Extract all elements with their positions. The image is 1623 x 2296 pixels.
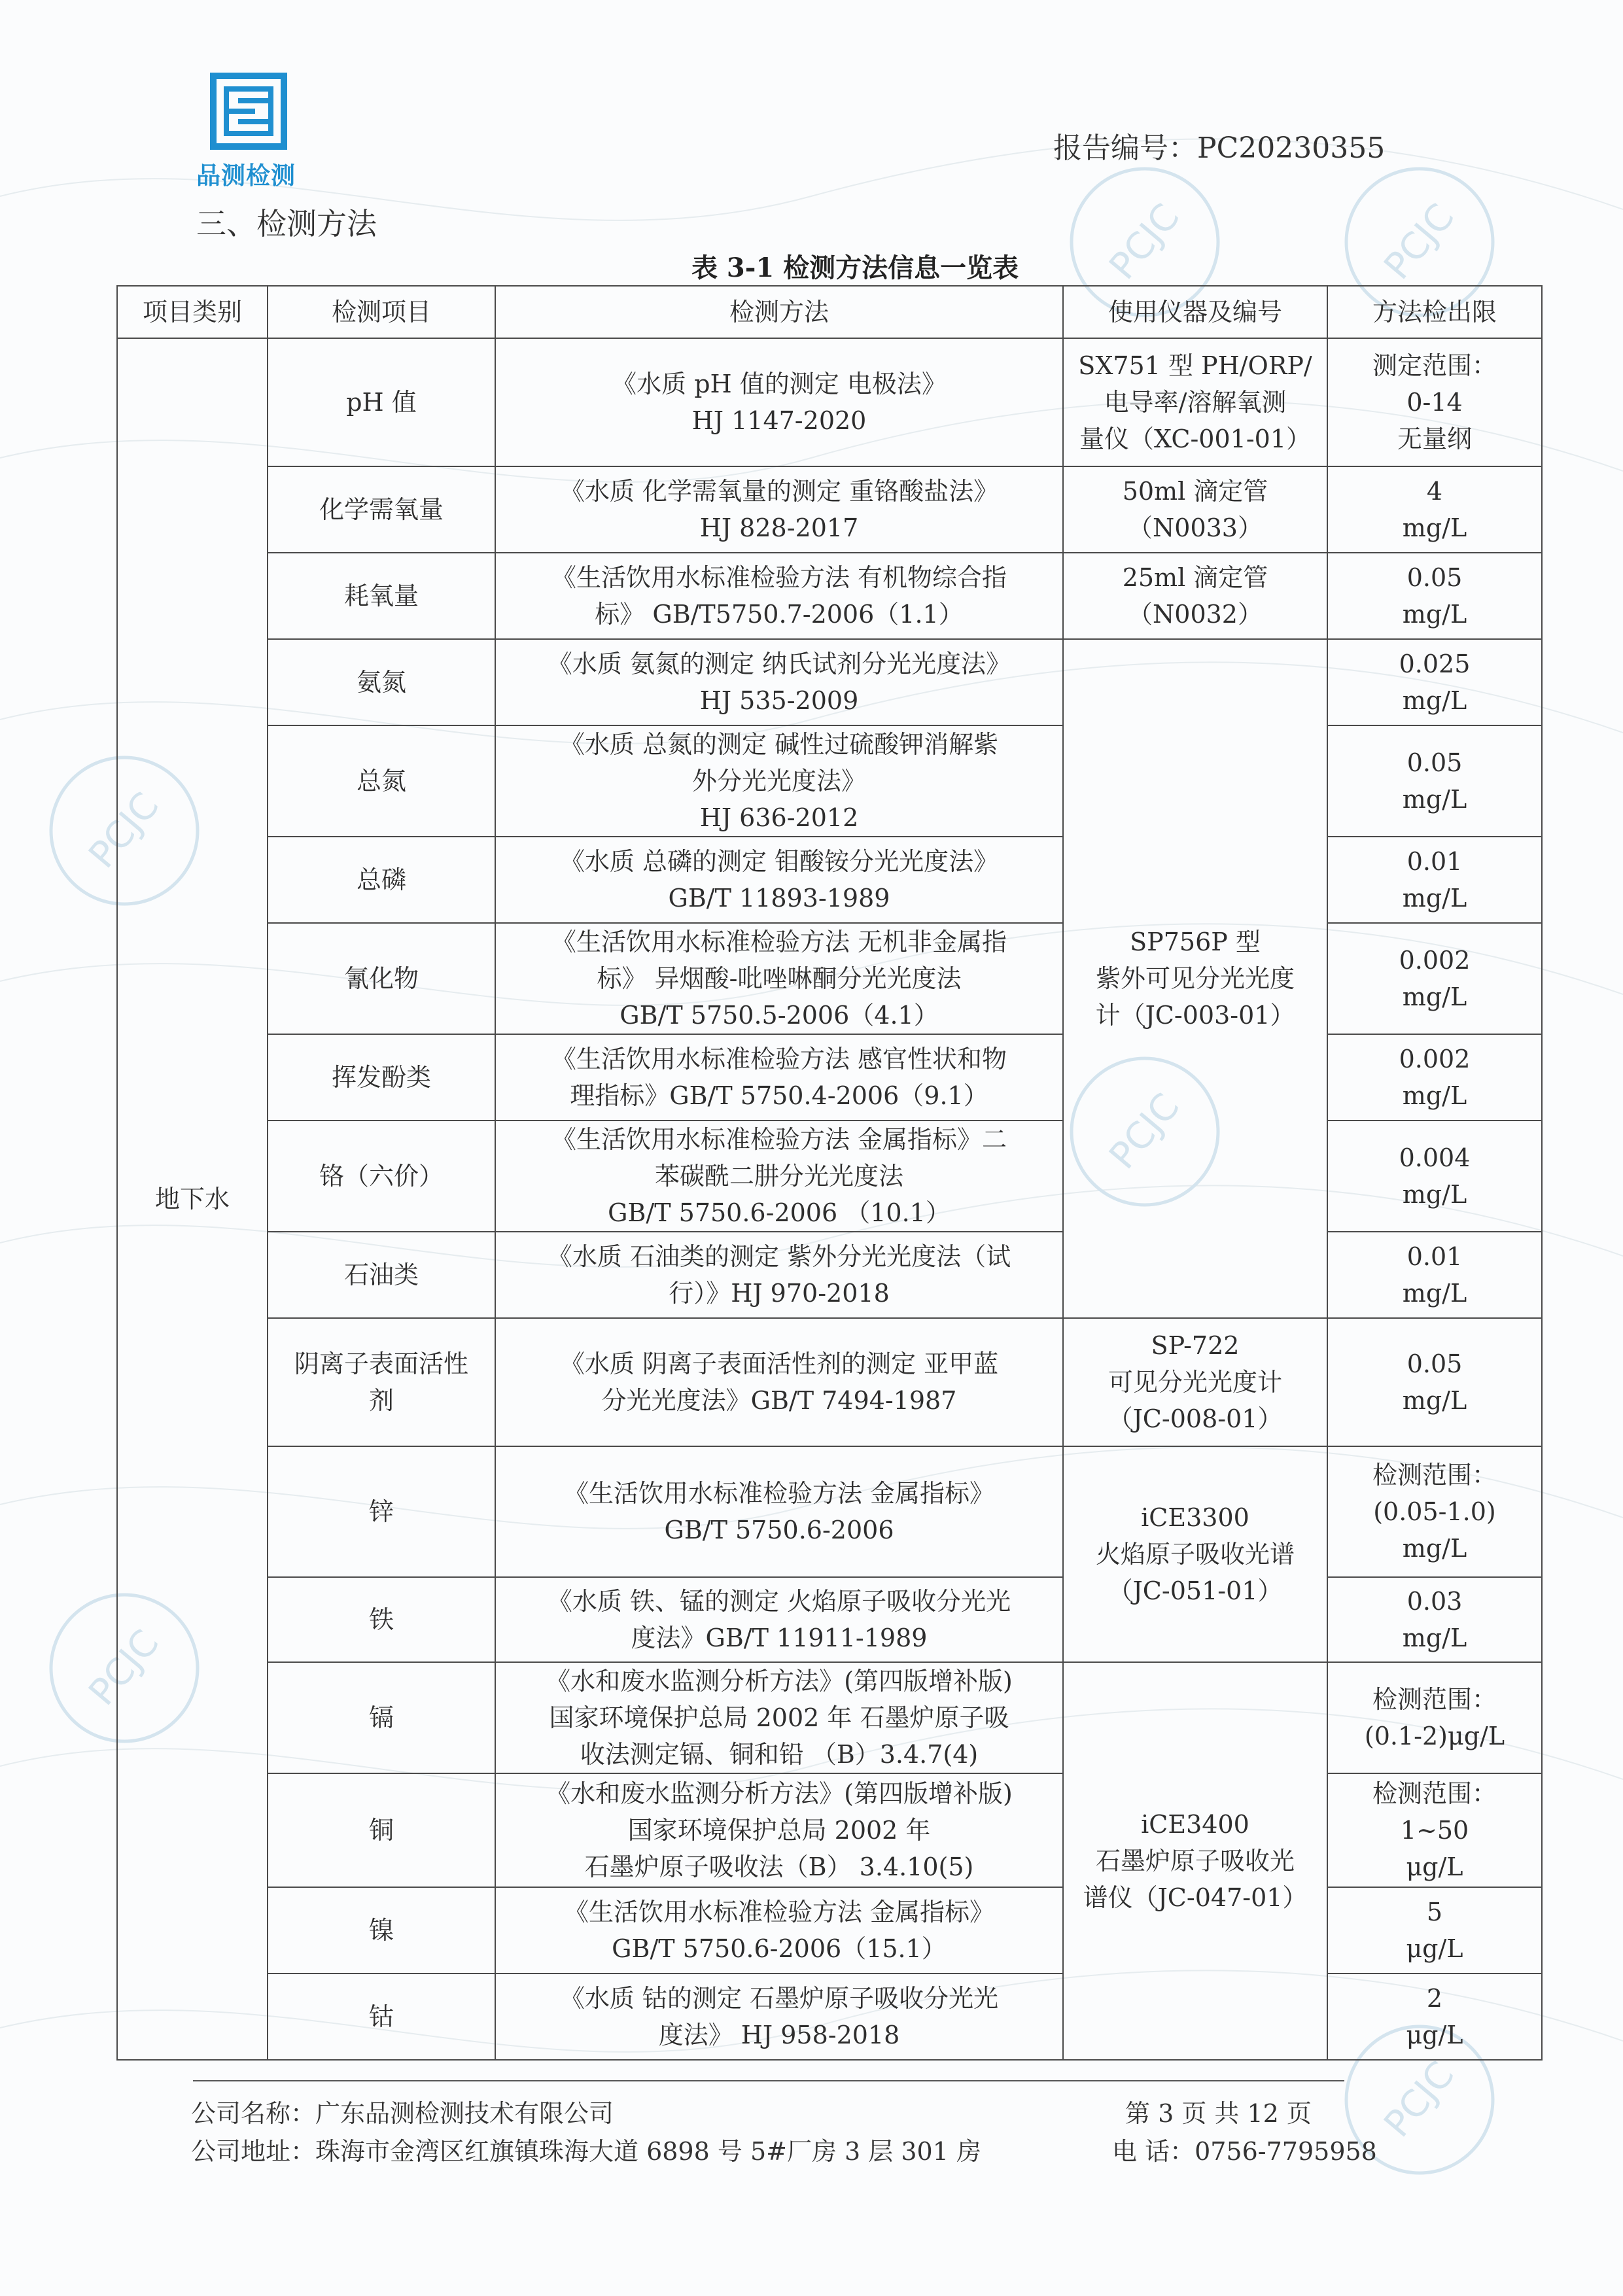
cell-line: 《水和废水监测分析方法》(第四版增补版) [546,1779,1013,1808]
item-name: pH 值 [346,388,417,417]
instrument-cell [1063,466,1327,553]
table-row [117,338,1542,466]
cell-line: 《水质 铁、锰的测定 火焰原子吸收分光光 [547,1587,1011,1616]
cell-line: 度法》 HJ 958-2018 [658,2021,900,2049]
cell-line: 0.05 [1406,563,1463,592]
cell-line: 理指标》GB/T 5750.4-2006（9.1） [570,1081,988,1110]
detection-limit-cell [1327,1887,1542,1974]
cell-line: 25ml 滴定管 [1122,563,1268,592]
cell-line: μg/L [1406,1934,1463,1963]
cell-line: 苯碳酰二肼分光光度法 [654,1162,903,1191]
instrument-cell [1063,1318,1327,1446]
cell-line: 《生活饮用水标准检验方法 金属指标》 [563,1898,995,1926]
item-name-cell [268,553,495,639]
cell-line: 量仪（XC-001-01） [1079,425,1312,453]
method-cell [495,1887,1063,1974]
cell-line: 外分光光度法》 [691,767,866,795]
method-cell [495,466,1063,553]
footer-company-name: 公司名称：广东品测检测技术有限公司 [191,2099,614,2128]
method-cell [495,338,1063,466]
cell-line: 国家环境保护总局 2002 年 石墨炉原子吸 [549,1703,1009,1732]
table-row [117,1232,1542,1318]
cell-line: HJ 636-2012 [699,803,859,832]
column-header: 检测方法 [495,286,1063,338]
cell-line: mg/L [1402,1081,1467,1110]
item-name: 铁 [368,1605,394,1634]
detection-limit-cell [1327,1121,1542,1232]
cell-line: 电导率/溶解氧测 [1104,388,1287,417]
column-header: 检测项目 [268,286,495,338]
item-name-cell [268,1974,495,2060]
detection-limit-cell [1327,1974,1542,2060]
table-row [117,1887,1542,1974]
item-name: 铜 [368,1816,394,1845]
cell-line: 0.004 [1399,1143,1471,1172]
cell-line: 0-14 [1406,388,1463,417]
category-cell: 地下水 [117,338,268,2060]
detection-limit-cell [1327,725,1542,837]
logo-mark-icon [209,72,288,150]
cell-line: 可见分光光度计 [1108,1368,1282,1397]
item-name-cell [268,1446,495,1577]
cell-line: mg/L [1402,983,1467,1011]
table-row [117,1662,1542,1773]
cell-line: (0.1-2)μg/L [1364,1722,1505,1750]
item-name-cell [268,1121,495,1232]
cell-line: 石墨炉原子吸收光 [1095,1847,1295,1875]
table-row [117,1446,1542,1577]
detection-limit-cell [1327,639,1542,725]
cell-line: 国家环境保护总局 2002 年 [627,1816,931,1845]
item-name-cell [268,1887,495,1974]
cell-line: (0.05-1.0) [1373,1497,1496,1526]
cell-line: 石墨炉原子吸收法（B） 3.4.10(5) [584,1852,974,1881]
column-header: 使用仪器及编号 [1063,286,1327,338]
method-cell [495,1232,1063,1318]
cell-line: 0.025 [1399,650,1471,678]
item-name: 镍 [368,1916,394,1945]
cell-line: 标》 异烟酸-吡唑啉酮分光光度法 [597,964,962,993]
method-cell [495,1773,1063,1887]
cell-line: HJ 828-2017 [699,513,859,542]
logo-text: 品测检测 [196,162,296,190]
item-name-cell [268,466,495,553]
item-name-cell [268,1662,495,1773]
cell-line: 1~50 [1400,1816,1469,1845]
cell-line: （JC-008-01） [1108,1404,1283,1433]
section-title: 三、检测方法 [196,206,377,241]
column-header: 项目类别 [117,286,268,338]
cell-line: 检测范围： [1372,1685,1497,1714]
table-row [117,1121,1542,1232]
cell-line: SP-722 [1151,1331,1240,1360]
cell-line: 检测范围： [1372,1779,1497,1808]
item-name: 镉 [368,1703,394,1732]
item-name: 氨氮 [356,668,406,697]
detection-limit-cell [1327,1318,1542,1446]
cell-line: 50ml 滴定管 [1122,477,1268,506]
cell-line: iCE3300 [1141,1503,1249,1532]
cell-line: SP756P 型 [1130,928,1261,956]
cell-line: HJ 535-2009 [699,686,859,715]
item-name: 化学需氧量 [319,495,444,524]
cell-line: 《生活饮用水标准检验方法 金属指标》二 [551,1125,1007,1154]
cell-line: mg/L [1402,600,1467,629]
cell-line: 《水质 pH 值的测定 电极法》 [612,370,947,398]
table-row [117,1974,1542,2060]
item-name-cell [268,338,495,466]
cell-line: GB/T 5750.6-2006 [664,1516,894,1544]
detection-limit-cell [1327,466,1542,553]
cell-line: mg/L [1402,1624,1467,1652]
cell-line: 0.01 [1406,847,1463,876]
methods-table [116,285,1543,2061]
cell-line: 《生活饮用水标准检验方法 有机物综合指 [551,563,1007,592]
cell-line: GB/T 5750.6-2006（15.1） [612,1934,947,1963]
report-number: 报告编号：PC20230355 [1053,131,1386,165]
cell-line: 《水和废水监测分析方法》(第四版增补版) [546,1667,1013,1696]
table-caption: 表 3-1 检测方法信息一览表 [691,252,1019,283]
detection-limit-cell [1327,1577,1542,1662]
footer-divider [193,2080,1344,2081]
cell-line: 紫外可见分光光度 [1095,964,1295,993]
cell-line: GB/T 11893-1989 [668,884,890,913]
item-name: 钴 [368,2002,394,2031]
item-name-cell [268,923,495,1034]
detection-limit-cell [1327,1034,1542,1121]
table-header-row [117,286,1542,338]
footer-company-address: 公司地址：珠海市金湾区红旗镇珠海大道 6898 号 5#厂房 3 层 301 房 [191,2137,981,2166]
detection-limit-cell [1327,1446,1542,1577]
cell-line: 《水质 石油类的测定 紫外分光光度法（试 [547,1242,1011,1271]
cell-line: mg/L [1402,686,1467,715]
cell-line: SX751 型 PH/ORP/ [1078,351,1312,380]
cell-line: 度法》GB/T 11911-1989 [631,1624,928,1652]
cell-line: mg/L [1402,1534,1467,1563]
method-cell [495,1121,1063,1232]
cell-line: 0.01 [1406,1242,1463,1271]
table-row [117,1034,1542,1121]
detection-limit-cell [1327,1662,1542,1773]
cell-line: 计（JC-003-01） [1095,1001,1295,1030]
cell-line: 收法测定镉、铜和铅 （B）3.4.7(4) [580,1740,979,1769]
method-cell [495,1034,1063,1121]
item-name-cell [268,1034,495,1121]
method-cell [495,553,1063,639]
watermark-text: PCJC [80,784,167,877]
detection-limit-cell [1327,1773,1542,1887]
item-name: 挥发酚类 [331,1063,431,1092]
detection-limit-cell [1327,1232,1542,1318]
cell-line: 行）》HJ 970-2018 [669,1279,890,1308]
instrument-cell [1063,553,1327,639]
item-name: 耗氧量 [343,582,419,610]
detection-limit-cell [1327,837,1542,923]
item-name: 氰化物 [343,964,419,993]
instrument-cell [1063,1662,1327,2060]
column-header: 方法检出限 [1327,286,1542,338]
method-cell [495,1446,1063,1577]
cell-line: 火焰原子吸收光谱 [1095,1540,1295,1569]
cell-line: 《水质 氨氮的测定 纳氏试剂分光光度法》 [547,650,1011,678]
watermark-text: PCJC [80,1622,167,1714]
method-cell [495,639,1063,725]
cell-line: μg/L [1406,2021,1463,2049]
cell-line: 检测范围： [1372,1461,1497,1489]
cell-line: （N0032） [1128,600,1263,629]
method-cell [495,1662,1063,1773]
item-name-cell [268,725,495,837]
cell-line: mg/L [1402,1279,1467,1308]
item-name-cell [268,1318,495,1446]
item-name: 石油类 [343,1261,419,1289]
cell-line: 《水质 钴的测定 石墨炉原子吸收分光光 [559,1984,999,2013]
cell-line: mg/L [1402,1180,1467,1209]
table-row [117,923,1542,1034]
method-cell [495,1974,1063,2060]
detection-limit-cell [1327,338,1542,466]
cell-line: 测定范围： [1372,351,1497,380]
footer-phone: 电 话：0756-7795958 [1112,2137,1377,2166]
cell-line: 《水质 阴离子表面活性剂的测定 亚甲蓝 [559,1349,999,1378]
table-row [117,725,1542,837]
cell-line: 0.002 [1399,946,1471,975]
cell-line: 标》 GB/T5750.7-2006（1.1） [595,600,964,629]
item-name: 铬（六价） [319,1162,444,1191]
watermark-text: PCJC [1101,1085,1188,1177]
table-row [117,466,1542,553]
detection-limit-cell [1327,553,1542,639]
item-name-cell [268,1773,495,1887]
cell-line: mg/L [1402,513,1467,542]
cell-line: 0.05 [1406,1349,1463,1378]
cell-line: 分光光度法》GB/T 7494-1987 [601,1386,957,1415]
cell-line: （JC-051-01） [1108,1576,1283,1605]
cell-line: 无量纲 [1397,425,1472,453]
cell-line: 5 [1426,1898,1443,1926]
cell-line: GB/T 5750.6-2006 （10.1） [608,1198,951,1227]
method-cell [495,1577,1063,1662]
watermark-text: PCJC [1101,196,1188,288]
watermark-text: PCJC [1376,2053,1463,2146]
item-name-cell [268,1577,495,1662]
cell-line: HJ 1147-2020 [691,406,867,435]
cell-line: 4 [1426,477,1443,506]
cell-line: 《生活饮用水标准检验方法 感官性状和物 [551,1045,1007,1073]
method-cell [495,1318,1063,1446]
table-row [117,1773,1542,1887]
table-row [117,1577,1542,1662]
item-name: 阴离子表面活性剂 [294,1349,469,1415]
cell-line: mg/L [1402,1386,1467,1415]
instrument-cell [1063,639,1327,1318]
watermark-text: PCJC [1376,196,1463,288]
cell-line: mg/L [1402,785,1467,814]
cell-line: 谱仪（JC-047-01） [1083,1883,1308,1912]
cell-line: 《水质 化学需氧量的测定 重铬酸盐法》 [559,477,999,506]
detection-limit-cell [1327,923,1542,1034]
table-row [117,1318,1542,1446]
cell-line: μg/L [1406,1852,1463,1881]
cell-line: iCE3400 [1141,1810,1249,1839]
instrument-cell [1063,338,1327,466]
method-cell [495,837,1063,923]
item-name-cell [268,837,495,923]
cell-line: GB/T 5750.5-2006（4.1） [620,1001,939,1030]
method-cell [495,725,1063,837]
cell-line: 《水质 总氮的测定 碱性过硫酸钾消解紫 [559,730,999,759]
item-name-cell [268,1232,495,1318]
footer-page-info: 第 3 页 共 12 页 [1125,2099,1312,2128]
item-name: 锌 [368,1497,394,1526]
cell-line: 0.03 [1406,1587,1463,1616]
cell-line: 2 [1426,1984,1443,2013]
table-row [117,837,1542,923]
cell-line: 0.002 [1399,1045,1471,1073]
item-name: 总氮 [356,767,406,795]
cell-line: 《生活饮用水标准检验方法 无机非金属指 [551,928,1007,956]
table-row [117,553,1542,639]
instrument-cell [1063,1446,1327,1662]
item-name-cell [268,639,495,725]
cell-line: （N0033） [1128,513,1263,542]
cell-line: 0.05 [1406,748,1463,777]
cell-line: 《水质 总磷的测定 钼酸铵分光光度法》 [559,847,999,876]
item-name: 总磷 [356,865,406,894]
cell-line: mg/L [1402,884,1467,913]
company-logo [196,72,321,191]
table-row [117,639,1542,725]
method-cell [495,923,1063,1034]
cell-line: 《生活饮用水标准检验方法 金属指标》 [563,1479,995,1508]
